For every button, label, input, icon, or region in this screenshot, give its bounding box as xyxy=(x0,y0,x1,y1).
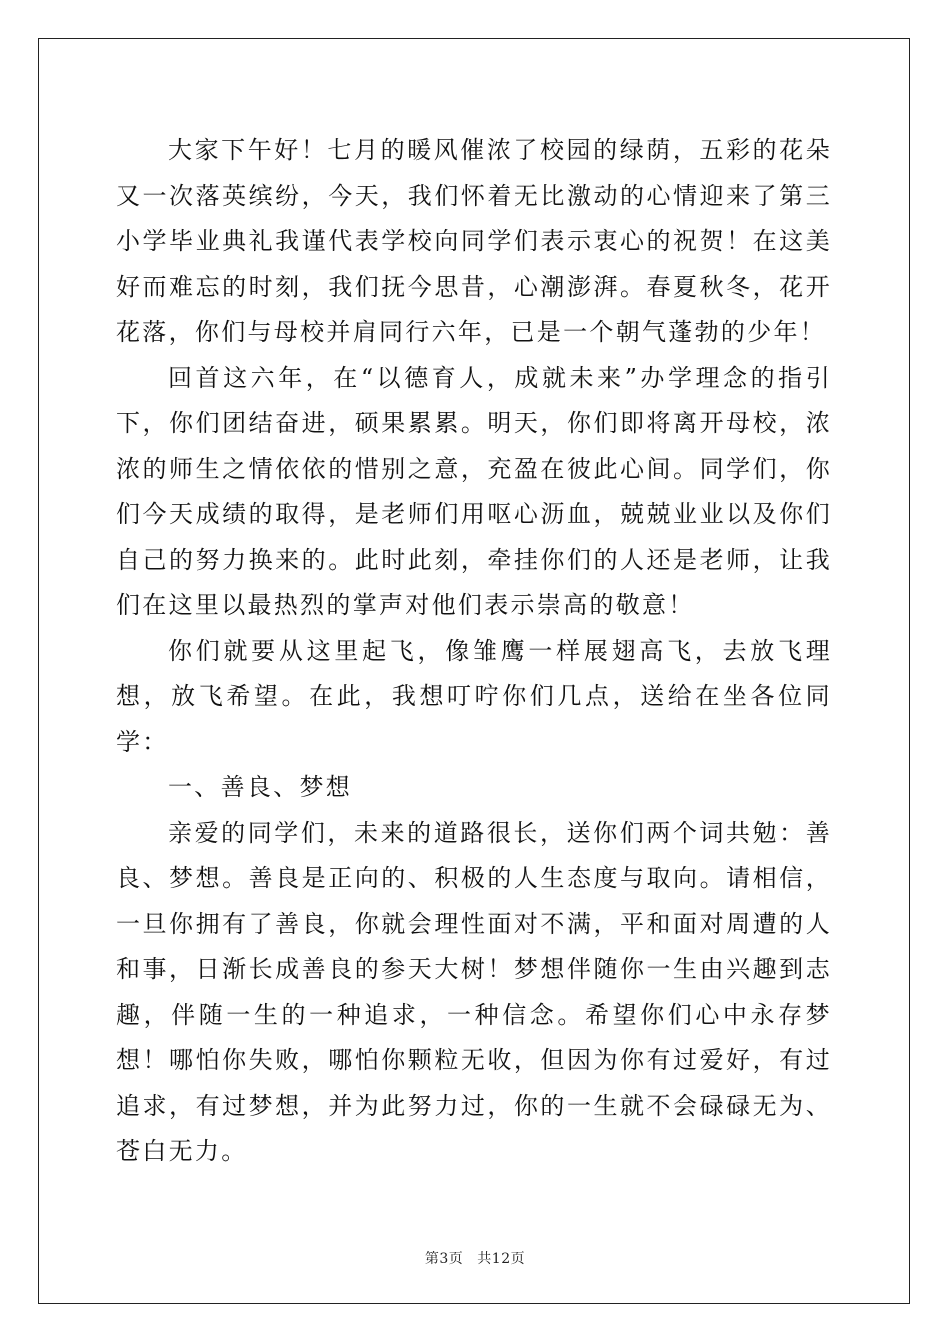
page-footer xyxy=(0,1248,950,1268)
paragraph-review: 回首这六年，在“以德育人，成就未来”办学理念的指引下，你们团结奋进，硕果累累。明天，你们即将离开母校，浓浓的师生之情依依的惜别之意，充盈在彼此心间。同学们，你们今天成绩的取得，是老师们用呕心沥血，兢兢业业以及你们自己的努力换来的。此时此刻，牵挂你们的人还是老师，让我们在这里以最热烈的掌声对他们表示崇高的敬意！ xyxy=(116,363,832,619)
paragraph-kindness-dreams: 亲爱的同学们，未来的道路很长，送你们两个词共勉：善良、梦想。善良是正向的、积极的人生态度与取向。请相信，一旦你拥有了善良，你就会理性面对不满，平和面对周遭的人和事，日渐长成善良的参天大树！梦想伴随你一生由兴趣到志趣，伴随一生的一种追求，一种信念。希望你们心中永存梦想！哪怕你失败，哪怕你颗粒无收，但因为你有过爱好，有过追求，有过梦想，并为此努力过，你的一生就不会碌碌无为、苍白无力。 xyxy=(116,818,832,1165)
paragraph-greeting: 大家下午好！七月的暖风催浓了校园的绿荫，五彩的花朵又一次落英缤纷，今天，我们怀着无比激动的心情迎来了第三小学毕业典礼我谨代表学校向同学们表示衷心的祝贺！在这美好而难忘的时刻，我们抚今思昔，心潮澎湃。春夏秋冬，花开花落，你们与母校并肩同行六年，已是一个朝气蓬勃的少年！ xyxy=(116,136,832,346)
page-number-total: 共12页 xyxy=(477,1251,526,1267)
page-number-current: 第3页 xyxy=(424,1251,464,1267)
paragraph-wishes: 你们就要从这里起飞，像雏鹰一样展翅高飞，去放飞理想，放飞希望。在此，我想叮咛你们几点，送给在坐各位同学： xyxy=(116,636,832,756)
section-heading: 一、善良、梦想 xyxy=(168,773,353,801)
document-body xyxy=(116,128,832,1175)
